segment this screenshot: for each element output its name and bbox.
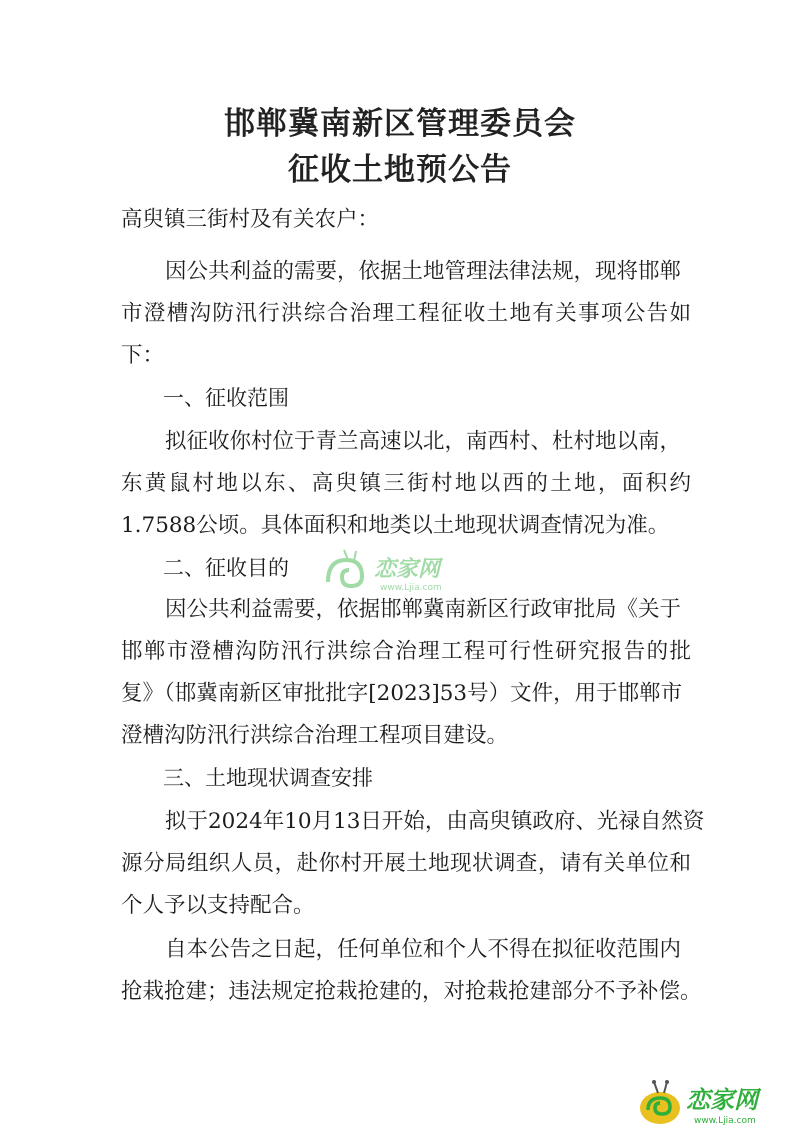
section3-line: 拟于2024年10月13日开始，由高臾镇政府、光禄自然资 — [165, 809, 705, 834]
section2-line: 澄槽沟防汛行洪综合治理工程项目建设。 — [121, 723, 509, 748]
snail-icon — [328, 550, 362, 586]
document-title: 邯郸冀南新区管理委员会 — [224, 106, 576, 142]
closing-line: 自本公告之日起，任何单位和个人不得在拟征收范围内 — [165, 937, 682, 962]
section3-heading: 三、土地现状调查安排 — [163, 766, 373, 790]
section1-heading: 一、征收范围 — [163, 386, 289, 410]
snail-icon — [640, 1080, 680, 1124]
watermark-url: www.Ljia.com — [380, 583, 442, 593]
section3-line: 源分局组织人员，赴你村开展土地现状调查，请有关单位和 — [121, 851, 691, 876]
watermark-brand: 恋家网 — [374, 557, 441, 582]
section1-line: 拟征收你村位于青兰高速以北，南西村、杜村地以南， — [165, 429, 682, 454]
watermark-logo — [318, 546, 478, 596]
section2-line: 邯郸市澄槽沟防汛行洪综合治理工程可行性研究报告的批 — [121, 639, 691, 664]
footer-watermark-url: www.Ljia.com — [694, 1116, 756, 1126]
section3-line: 个人予以支持配合。 — [121, 893, 315, 918]
section1-line: 东黄鼠村地以东、高臾镇三街村地以西的土地，面积约 — [121, 471, 691, 496]
closing-line: 抢栽抢建；违法规定抢栽抢建的，对抢栽抢建部分不予补偿。 — [121, 979, 702, 1004]
document-subtitle: 征收土地预公告 — [288, 152, 512, 188]
footer-watermark-logo — [634, 1078, 784, 1128]
addressee: 高臾镇三街村及有关农户： — [121, 207, 380, 232]
footer-watermark-brand: 恋家网 — [686, 1086, 758, 1114]
section2-line: 因公共利益需要，依据邯郸冀南新区行政审批局《关于 — [165, 597, 682, 622]
intro-line: 下： — [121, 343, 165, 368]
section2-heading: 二、征收目的 — [163, 556, 289, 580]
intro-line: 市澄槽沟防汛行洪综合治理工程征收土地有关事项公告如 — [121, 301, 691, 326]
section1-line: 1.7588公顷。具体面积和地类以土地现状调查情况为准。 — [121, 513, 670, 538]
intro-line: 因公共利益的需要，依据土地管理法律法规，现将邯郸 — [165, 259, 682, 284]
section2-line: 复》（邯冀南新区审批批字[2023]53号）文件，用于邯郸市 — [121, 681, 683, 706]
